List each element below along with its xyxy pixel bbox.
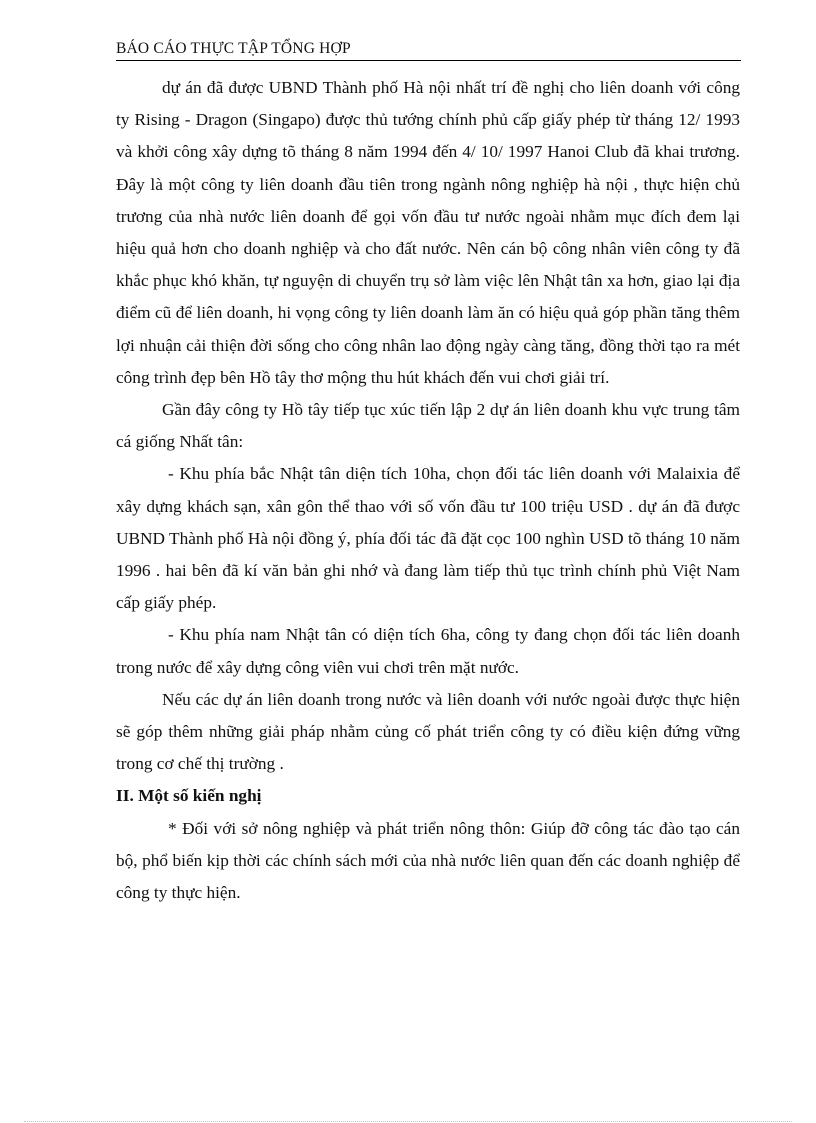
report-title: BÁO CÁO THỰC TẬP TỔNG HỢP <box>116 40 351 57</box>
paragraph-joint-venture-history: dự án đã được UBND Thành phố Hà nội nhất trí đề nghị cho liên doanh với công ty Rising - Dragon (Singapo) được thủ tướng chính phủ cấp giấy phép từ tháng 12/ 1993 và khởi công xây dựng tõ tháng 8 năm 1994 đến 4/ 10/ 1997 Hanoi Club đã khai trương. Đây là một công ty liên doanh đầu tiên trong ngành nông nghiệp hà nội , thực hiện chủ trương của nhà nước liên doanh để gọi vốn đầu tư nước ngoài nhằm mục đích đem lại hiệu quả hơn cho doanh nghiệp và cho đất nước. Nên cán bộ công nhân viên công ty đã khắc phục khó khăn, tự nguyện di chuyển trụ sở làm việc lên Nhật tân xa hơn, giao lại địa điểm cũ để liên doanh, hi vọng công ty liên doanh làm ăn có hiệu quả góp phần tăng thêm lợi nhuận cải thiện đời sống cho công nhân lao động ngày càng tăng, đồng thời tạo ra mét công trình đẹp bên Hồ tây thơ mộng thu hút khách đến vui chơi giải trí. <box>116 78 740 387</box>
section-heading-recommendations: II. Một số kiến nghị <box>116 786 262 806</box>
paragraph-recommendation-agriculture: * Đối với sở nông nghiệp và phát triển nông thôn: Giúp đỡ công tác đào tạo cán bộ, phổ biến kịp thời các chính sách mới của nhà nước liên quan đến các doanh nghiệp để công ty thực hiện. <box>116 818 740 903</box>
bullet-south-nhat-tan: - Khu phía nam Nhật tân có diện tích 6ha, công ty đang chọn đối tác liên doanh trong nước để xây dựng công viên vui chơi trên mặt nước. <box>116 625 740 677</box>
page-bottom-divider <box>24 1121 792 1122</box>
paragraph-new-projects-intro: Gần đây công ty Hồ tây tiếp tục xúc tiến lập 2 dự án liên doanh khu vực trung tâm cá giống Nhất tân: <box>116 400 740 452</box>
document-body <box>116 72 740 909</box>
bullet-north-nhat-tan: - Khu phía bắc Nhật tân diện tích 10ha, chọn đối tác liên doanh với Malaixia để xây dựng khách sạn, xân gôn thể thao với số vốn đầu tư 100 triệu USD . dự án đã được UBND Thành phố Hà nội đồng ý, phía đối tác đã đặt cọc 100 nghìn USD tõ tháng 10 năm 1996 . hai bên đã kí văn bản ghi nhớ và đang làm tiếp thủ tục trình chính phủ Việt Nam cấp giấy phép. <box>116 464 740 613</box>
paragraph-projects-outlook: Nếu các dự án liên doanh trong nước và liên doanh với nước ngoài được thực hiện sẽ góp thêm những giải pháp nhằm củng cố phát triển công ty có điều kiện đứng vững trong cơ chế thị trường . <box>116 689 740 774</box>
page-header <box>116 38 741 61</box>
